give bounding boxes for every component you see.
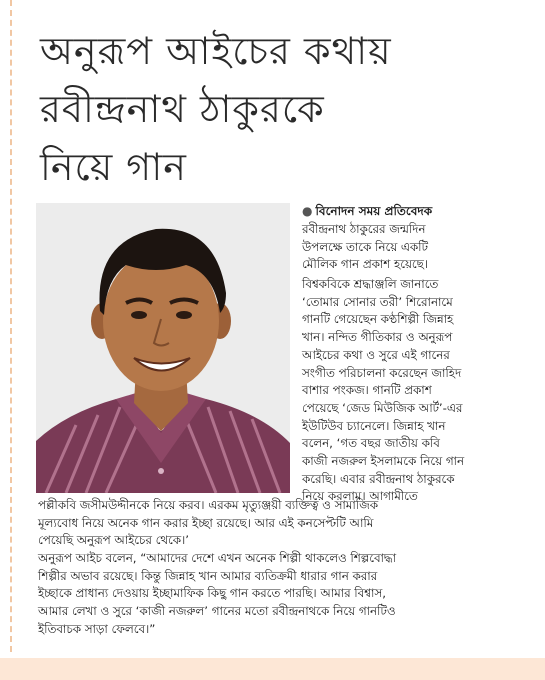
text-line: ইতিবাচক সাড়া ফেলবে।” xyxy=(38,621,156,636)
margin-rule xyxy=(10,0,12,652)
text-line: পেয়েছে ‘জেড মিউজিক আর্ট’-এর xyxy=(302,400,463,415)
text-line: আইচের কথা ও সুরে এই গানের xyxy=(302,347,450,362)
text-line: আমার লেখা ও সুরে ‘কাজী নজরুল’ গানের মতো রবীন্দ্রনাথকে নিয়ে গানটিও xyxy=(38,604,396,619)
text-line: ‘তোমার সোনার তরী’ শিরোনামে xyxy=(302,294,453,309)
bullet-icon: ● xyxy=(302,204,313,218)
text-line: শিল্পীর অভাব রয়েছে। কিন্তু জিন্নাহ খান আমার ব্যতিক্রমী ধারার গান করার xyxy=(38,568,378,583)
text-line: পল্লীকবি জসীমউদ্দীনকে নিয়ে করব। এরকম মৃত্যুঞ্জয়ী ব্যক্তিত্ব ও সামাজিক xyxy=(38,498,378,512)
text-line: বলেন, ‘গত বছর জাতীয় কবি xyxy=(302,436,440,451)
text-line: নিয়ে করলাম। আগামীতে xyxy=(302,489,418,504)
text-line: বাশার পংকজ। গানটি প্রকাশ xyxy=(302,383,432,398)
headline xyxy=(40,22,520,196)
headline-line-1: অনুরূপ আইচের কথায় xyxy=(40,29,392,73)
text-line: মৌলিক গান প্রকাশ হয়েছে। xyxy=(302,257,429,272)
text-line: গানটি গেয়েছেন কণ্ঠশিল্পী জিন্নাহ xyxy=(302,312,454,327)
text-line: কাজী নজরুল ইসলামকে নিয়ে গান xyxy=(302,454,465,469)
quote-paragraph xyxy=(38,550,528,639)
text-line: ইচ্ছাকে প্রাধান্য দেওয়ায় ইচ্ছামাফিক কিছু গান করতে পারছি। আমার বিশ্বাস, xyxy=(38,586,386,601)
text-line: অনুরূপ আইচ বলেন, “আমাদের দেশে এখন অনেক শিল্পী থাকলেও শিল্পবোদ্ধা xyxy=(38,551,397,565)
text-line: খান। নন্দিত গীতিকার ও অনুরূপ xyxy=(302,330,453,345)
text-line: মূল্যবোধ নিয়ে অনেক গান করার ইচ্ছা রয়েছে। আর এই কনসেপ্টটি আমি xyxy=(38,515,374,530)
body-paragraph-full xyxy=(38,497,528,550)
text-line: করেছি। এবার রবীন্দ্রনাথ ঠাকুরকে xyxy=(302,471,455,486)
headline-line-3: নিয়ে গান xyxy=(40,145,187,189)
byline-text: বিনোদন সময় প্রতিবেদক xyxy=(315,204,433,218)
text-line: পেয়েছি অনুরূপ আইচের থেকে।’ xyxy=(38,533,189,548)
body-paragraph-column xyxy=(302,276,527,506)
text-line: বিশ্বকবিকে শ্রদ্ধাঞ্জলি জানাতে xyxy=(302,277,439,291)
text-line: রবীন্দ্রনাথ ঠাকুরের জন্মদিন xyxy=(302,222,426,236)
headline-line-2: রবীন্দ্রনাথ ঠাকুরকে xyxy=(40,87,325,131)
bottom-band xyxy=(0,658,545,680)
text-line: সংগীত পরিচালনা করেছেন জাহিদ xyxy=(302,365,462,380)
text-line: ইউটিউব চ্যানেলে। জিন্নাহ খান xyxy=(302,418,446,433)
singer-portrait-photo xyxy=(36,203,290,493)
text-line: উপলক্ষে তাকে নিয়ে একটি xyxy=(302,239,428,254)
byline xyxy=(302,203,527,223)
intro-paragraph xyxy=(302,221,527,274)
